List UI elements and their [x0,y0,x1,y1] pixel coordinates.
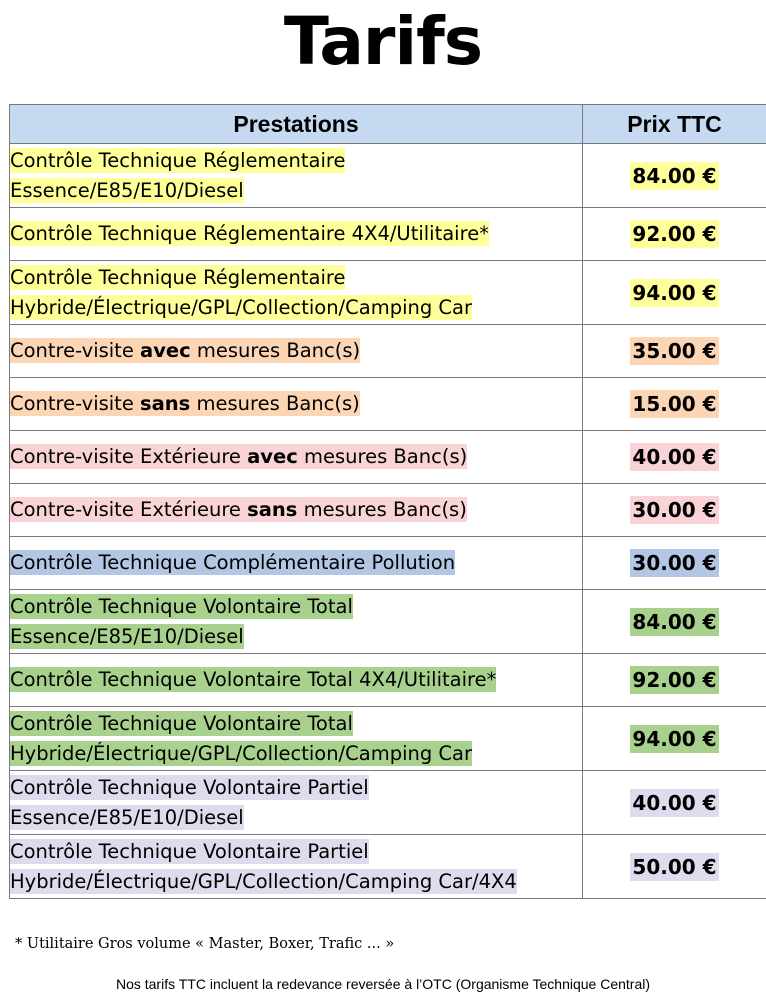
price-cell [583,590,766,654]
column-header-price: Prix TTC [583,105,766,144]
price-cell [583,431,766,484]
price-table [9,104,766,899]
service-line-1: Contre-visite Extérieure avec mesures Banc(s) [10,445,468,468]
service-cell [10,378,583,431]
price-cell [583,771,766,835]
service-cell [10,537,583,590]
price-value: 35.00 € [632,339,717,363]
price-value: 94.00 € [632,280,717,305]
service-line-2: Hybride/Électrique/GPL/Collection/Camping Car [10,741,473,765]
table-row [10,325,766,378]
service-cell [10,590,583,654]
price-value: 92.00 € [632,222,717,246]
price-value: 30.00 € [632,498,717,522]
service-line-1: Contrôle Technique Volontaire Partiel [10,775,369,799]
column-header-services: Prestations [10,105,583,144]
price-value: 40.00 € [632,790,717,815]
price-cell [583,144,766,208]
page-title: Tarifs [283,3,483,80]
table-row [10,431,766,484]
table-row [10,707,766,771]
service-line-1: Contrôle Technique Réglementaire [10,148,346,172]
service-line-1: Contre-visite Extérieure sans mesures Banc(s) [10,498,467,521]
price-cell [583,537,766,590]
table-row [10,378,766,431]
table-row [10,144,766,208]
table-row [10,537,766,590]
service-line-1: Contre-visite sans mesures Banc(s) [10,392,360,415]
table-row [10,654,766,707]
service-line-2: Hybride/Électrique/GPL/Collection/Camping Car/4X4 [10,869,517,893]
price-value: 92.00 € [632,668,717,692]
service-cell [10,484,583,537]
price-value: 40.00 € [632,445,717,469]
table-row [10,484,766,537]
service-line-1: Contrôle Technique Réglementaire 4X4/Utilitaire* [10,222,489,245]
price-value: 50.00 € [632,854,717,879]
table-row [10,590,766,654]
price-value: 30.00 € [632,551,717,575]
service-cell [10,261,583,325]
price-value: 84.00 € [632,609,717,634]
price-cell [583,325,766,378]
service-line-1: Contrôle Technique Réglementaire [10,265,346,289]
table-row [10,208,766,261]
service-line-1: Contre-visite avec mesures Banc(s) [10,339,361,362]
service-cell [10,325,583,378]
table-header-row [10,105,766,144]
price-value: 84.00 € [632,163,717,188]
price-cell [583,208,766,261]
price-cell [583,378,766,431]
table-row [10,771,766,835]
price-value: 15.00 € [632,392,717,416]
service-line-2: Hybride/Électrique/GPL/Collection/Camping Car [10,295,473,319]
service-line-1: Contrôle Technique Volontaire Total 4X4/Utilitaire* [10,668,497,691]
price-cell [583,654,766,707]
service-line-2: Essence/E85/E10/Diesel [10,624,244,648]
price-value: 94.00 € [632,726,717,751]
price-cell [583,261,766,325]
service-cell [10,431,583,484]
service-cell [10,835,583,899]
footnote: * Utilitaire Gros volume « Master, Boxer, Trafic ... » [15,936,395,952]
service-line-1: Contrôle Technique Volontaire Total [10,594,353,618]
price-cell [583,707,766,771]
service-line-2: Essence/E85/E10/Diesel [10,805,244,829]
service-line-1: Contrôle Technique Volontaire Total [10,711,353,735]
price-cell [583,835,766,899]
service-line-1: Contrôle Technique Volontaire Partiel [10,839,369,863]
service-cell [10,208,583,261]
service-cell [10,144,583,208]
service-cell [10,771,583,835]
service-cell [10,707,583,771]
table-row [10,835,766,899]
service-cell [10,654,583,707]
service-line-2: Essence/E85/E10/Diesel [10,178,244,202]
tax-note: Nos tarifs TTC incluent la redevance reversée à l’OTC (Organisme Technique Central) [115,976,651,992]
service-line-1: Contrôle Technique Complémentaire Pollution [10,551,456,574]
table-row [10,261,766,325]
price-cell [583,484,766,537]
